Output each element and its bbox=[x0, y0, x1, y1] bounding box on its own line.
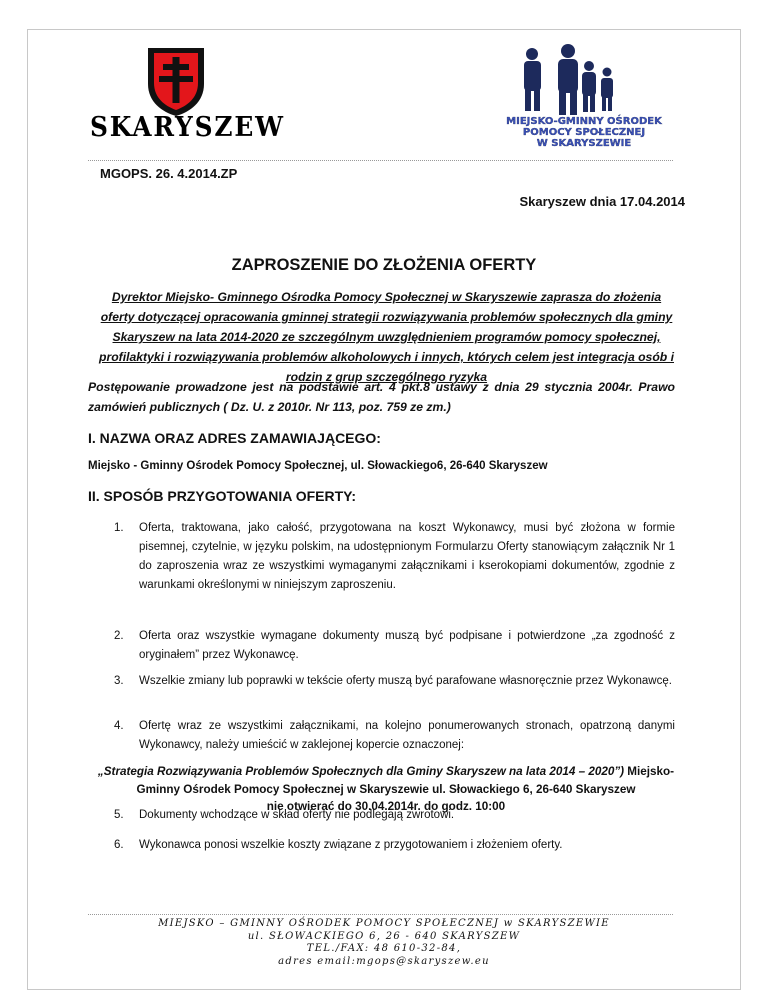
intro-paragraph: Dyrektor Miejsko- Gminnego Ośrodka Pomocy Społecznej w Skaryszewie zaprasza do złożenia oferty dotyczącej opracowania gminnej strategii rozwiązywania problemów społecznych dla gminy Skaryszew na lata 2014-2020 ze szczególnym uwzględnieniem programów pomocy społecznej, profilaktyki i rozwiązywania problemów alkoholowych i innych, których celem jest integracja osób i rodzin z grup szczególnego ryzyka bbox=[99, 290, 674, 384]
legal-basis-paragraph: Postępowanie prowadzone jest na podstawie art. 4 pkt.8 ustawy z dnia 29 stycznia 2004r. Prawo zamówień publicznych ( Dz. U. z 2010r. Nr 113, poz. 759 ze zm.) bbox=[88, 380, 675, 414]
footer-divider bbox=[88, 914, 673, 915]
list-item-number: 2. bbox=[114, 630, 124, 642]
list-item-text: Ofertę wraz ze wszystkimi załącznikami, na kolejno ponumerowanych stronach, opatrzoną danymi Wykonawcy, należy umieścić w zaklejonej kopercie oznaczonej: bbox=[139, 720, 675, 751]
list-item-text: Wykonawca ponosi wszelkie koszty związane z przygotowaniem i złożeniem oferty. bbox=[139, 839, 563, 851]
list-item-number: 5. bbox=[114, 809, 124, 821]
list-item bbox=[114, 519, 675, 595]
list-item-number: 3. bbox=[114, 675, 124, 687]
list-item bbox=[114, 627, 675, 665]
envelope-label-deadline: nie otwierać do 30.04.2014r. do godz. 10:00 bbox=[266, 800, 506, 813]
footer bbox=[28, 918, 740, 968]
envelope-label-title: „Strategia Rozwiązywania Problemów Społecznych dla Gminy Skaryszew na lata 2014 – 2020”) bbox=[97, 765, 625, 778]
logo-text-line-2: POMOCY SPOŁECZNEJ bbox=[522, 127, 646, 138]
list-item-number: 6. bbox=[114, 839, 124, 851]
footer-line-4: adres email:mgops@skaryszew.eu bbox=[278, 955, 490, 967]
section-2-heading: II. SPOSÓB PRZYGOTOWANIA OFERTY: bbox=[88, 488, 357, 504]
envelope-label-address: Miejsko-Gminny Ośrodek Pomocy Społecznej w Skaryszewie ul. Słowackiego 6, 26-640 Skaryszew bbox=[136, 765, 675, 796]
logo-text-line-1: MIEJSKO-GMINNY OŚRODEK bbox=[506, 116, 662, 127]
list-item-number: 4. bbox=[114, 720, 124, 732]
list-item bbox=[114, 717, 675, 755]
document-page bbox=[27, 29, 741, 990]
list-item-text: Wszelkie zmiany lub poprawki w tekście oferty muszą być parafowane własnoręcznie przez Wykonawcę. bbox=[139, 675, 672, 687]
contracting-authority-address: Miejsko - Gminny Ośrodek Pomocy Społecznej, ul. Słowackiego6, 26-640 Skaryszew bbox=[88, 460, 548, 472]
list-item-text: Oferta oraz wszystkie wymagane dokumenty muszą być podpisane i potwierdzone „za zgodność z oryginałem” przez Wykonawcę. bbox=[139, 630, 675, 661]
document-date: Skaryszew dnia 17.04.2014 bbox=[519, 194, 685, 209]
footer-line-3: TEL./FAX: 48 610-32-84, bbox=[306, 943, 462, 954]
list-item-number: 1. bbox=[114, 522, 124, 534]
list-item bbox=[114, 836, 675, 855]
welfare-center-logo bbox=[494, 44, 674, 154]
footer-line-2: ul. SŁOWACKIEGO 6, 26 - 640 SKARYSZEW bbox=[247, 930, 521, 942]
list-item bbox=[114, 672, 675, 691]
footer-line-1: MIEJSKO – GMINNY OŚRODEK POMOCY SPOŁECZNEJ w SKARYSZEWIE bbox=[158, 918, 610, 929]
section-1-heading: I. NAZWA ORAZ ADRES ZAMAWIAJĄCEGO: bbox=[88, 430, 381, 446]
logo-text-line-3: W SKARYSZEWIE bbox=[536, 138, 632, 149]
coat-of-arms-emblem bbox=[146, 46, 206, 118]
list-item-text: Dokumenty wchodzące w skład oferty nie podlegają zwrotowi. bbox=[139, 809, 455, 821]
reference-number: MGOPS. 26. 4.2014.ZP bbox=[100, 166, 238, 181]
list-item bbox=[114, 806, 675, 825]
town-name: SKARYSZEW bbox=[90, 112, 285, 143]
header-divider bbox=[88, 160, 673, 161]
list-item-text: Oferta, traktowana, jako całość, przygotowana na koszt Wykonawcy, musi być złożona w formie pisemnej, czytelnie, w języku polskim, na udostępnionym Formularzu Oferty stanowiącym załącznik Nr 1 do zaproszenia wraz ze wszystkimi wymaganymi załącznikami i kserokopiami dokumentów, zgodnie z warunkami określonymi w niniejszym zaproszeniu. bbox=[139, 522, 675, 591]
document-title: ZAPROSZENIE DO ZŁOŻENIA OFERTY bbox=[231, 256, 537, 274]
